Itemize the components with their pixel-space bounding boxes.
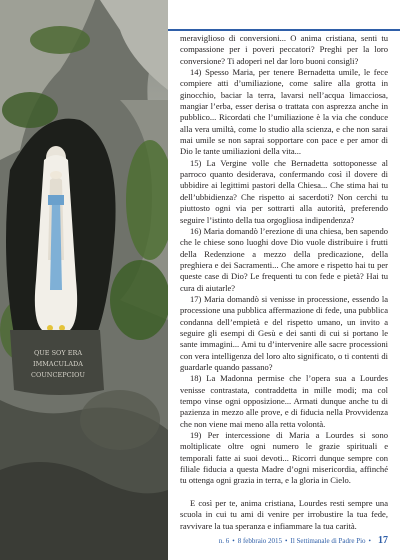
paragraph: 14) Spesso Maria, per tenere Bernadetta umile, le fece compiere atti d’umiliazione, come salire alla grotta in ginocchio, baciar la terra, lavarsi nell’acqua limacciosa, mangiar l’erba, esser derisa o trattata con asprezza anche in pubblico... Ricordati che l’umiliazione è la via che conduce alla vera umiltà, come lo studio alla scienza, e che non sarai mai umile se non saprai sopportare con pace e per amor di Dio le tante umiliazioni della vita... <box>180 67 388 157</box>
madonna-statue-image <box>0 0 168 560</box>
paragraph: 17) Maria domandò si venisse in processione, essendo la processione una pubblica affermazione di fede, una pubblica condanna dell’empietà e del rispetto umano, un invito a seguire gli esempi di Gesù e dei santi di cui si portano le sante immagini... Ami tu d’intervenire alle sacre processioni con vera intelligenza del loro alto significato, o ti contenti di guardarle quando passano? <box>180 293 388 372</box>
paragraph: 15) La Vergine volle che Bernadetta sottoponesse al parroco quanto desiderava, confermando così il dovere di ubbidire ai legittimi pastori della Chiesa... Che stima hai tu dell’ubbidienza? Che rispetto ai sacerdoti? Non cerchi tu piuttosto ogni via per sottrarti alla autorità, preferendo seguire l’istinto della tua orgogliosa indipendenza? <box>180 157 388 225</box>
svg-text:IMMACULADA: IMMACULADA <box>33 360 83 368</box>
grotto-photo <box>0 0 168 560</box>
paragraph: E così per te, anima cristiana, Lourdes resti sempre una scuola in cui tu ami di venire per irrobustire la tua fede, ravvivare la tua speranza e infiammare la tua carità. <box>180 498 388 531</box>
svg-text:COUNCEPCIOU: COUNCEPCIOU <box>31 371 85 379</box>
statue-inscription-line: QUE SOY ERA <box>33 349 83 357</box>
paragraph <box>180 532 388 533</box>
page-footer: n. 6 • 8 febbraio 2015 • Il Settimanale di Padre Pio • 17 <box>218 535 388 546</box>
page-number: 17 <box>378 535 388 546</box>
publication-name: Il Settimanale di Padre Pio <box>290 537 366 545</box>
paragraph: meraviglioso di conversioni... O anima cristiana, senti tu compassione per i poveri peccatori? Preghi per la loro conversione? Ti adoperi nel dar loro buoni consigli? <box>180 33 388 66</box>
issue-number: n. 6 <box>218 537 230 545</box>
paragraph: 19) Per intercessione di Maria a Lourdes si sono moltiplicate oltre ogni numero le grazie spirituali e temporali fatte ai suoi devoti... Ricorri dunque sempre con filiale fiducia a questa Madre d’ogni misericordia, affinché tu ottenga ogni grazia in terra, e la gloria in Cielo. <box>180 430 388 486</box>
paragraph: 18) La Madonna permise che l’opera sua a Lourdes venisse contrastata, contraddetta in mille modi; ma col tempo vinse ogni opposizione... Armati dunque anche tu di pazienza in mezzo alle prove, e di fiducia nella Provvidenza che non viene mai meno alla retta volontà. <box>180 373 388 429</box>
issue-date: 8 febbraio 2015 <box>237 537 283 545</box>
article-text <box>180 33 388 533</box>
paragraph: 16) Maria domandò l’erezione di una chiesa, ben sapendo che le chiese sono luoghi dove Dio vuole distribuire i frutti della Redenzione a mezzo della predicazione, della preghiera e dei Sacramenti... Che amore e rispetto hai tu per queste case di Dio? Le frequenti tu con fede e pietà? Hai tu cura di aiutarle? <box>180 225 388 293</box>
